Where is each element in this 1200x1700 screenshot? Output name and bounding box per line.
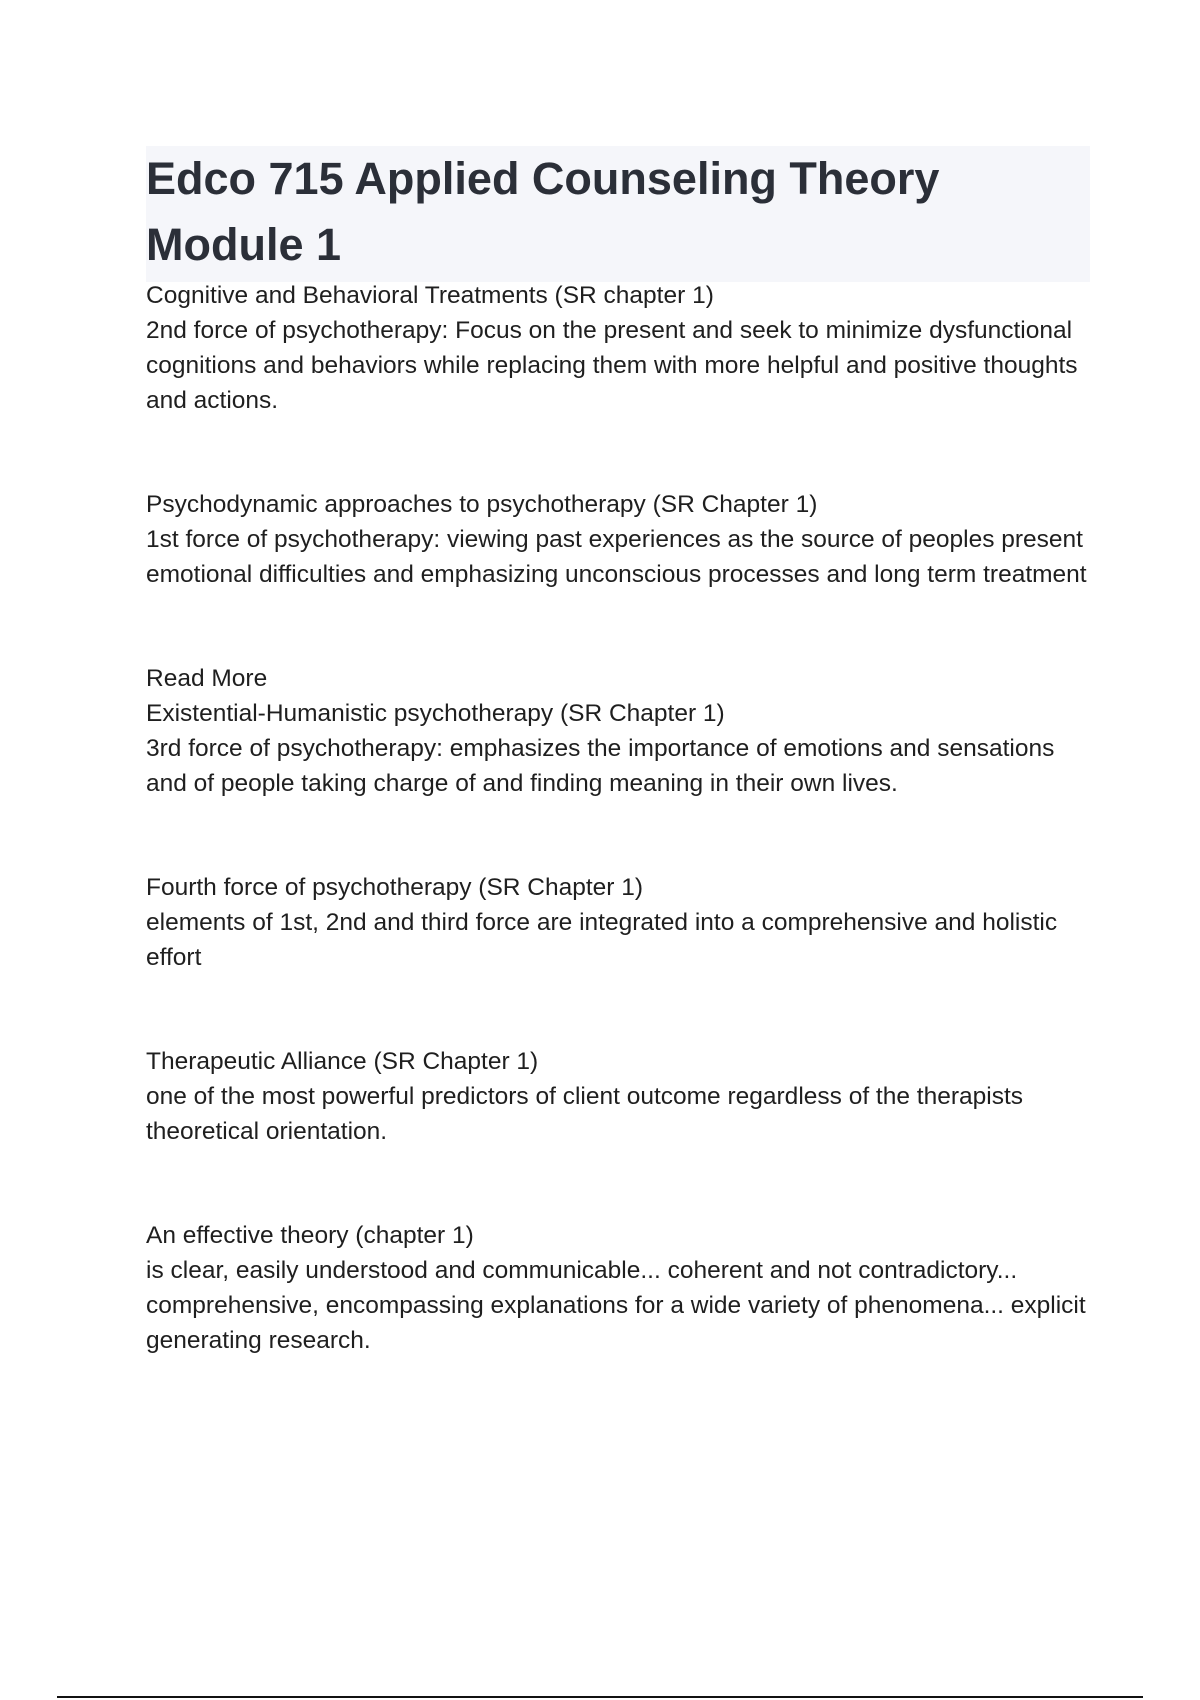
entry-existential-humanistic [146,661,1090,801]
entry-therapeutic-alliance [146,1044,1090,1149]
entry-definition: 1st force of psychotherapy: viewing past experiences as the source of peoples present emotional difficulties and emphasizing unconscious processes and long term treatment [146,526,1087,588]
page-title: Edco 715 Applied Counseling Theory Module 1 [146,153,940,270]
entry-definition: 3rd force of psychotherapy: emphasizes the importance of emotions and sensations and of people taking charge of and finding meaning in their own lives. [146,735,1055,797]
entry-term: Existential-Humanistic psychotherapy (SR Chapter 1) [146,700,725,727]
spacer [146,801,1090,870]
entry-term: Cognitive and Behavioral Treatments (SR chapter 1) [146,282,714,309]
entry-fourth-force [146,870,1090,975]
entry-term: Psychodynamic approaches to psychotherapy (SR Chapter 1) [146,491,818,518]
entry-term: An effective theory (chapter 1) [146,1222,474,1249]
entry-cognitive-behavioral [146,278,1090,418]
entry-definition: 2nd force of psychotherapy: Focus on the present and seek to minimize dysfunctional cognitions and behaviors while replacing them with more helpful and positive thoughts and actions. [146,317,1078,414]
read-more-link[interactable]: Read More [146,665,268,692]
spacer [146,592,1090,661]
title-banner [146,146,1090,282]
entry-psychodynamic [146,487,1090,592]
entry-effective-theory [146,1218,1090,1358]
entry-term: Fourth force of psychotherapy (SR Chapter 1) [146,874,644,901]
entry-definition: one of the most powerful predictors of client outcome regardless of the therapists theoretical orientation. [146,1083,1024,1145]
entry-definition: elements of 1st, 2nd and third force are integrated into a comprehensive and holistic effort [146,909,1058,971]
spacer [146,1149,1090,1218]
spacer [146,418,1090,487]
flashcard-list [146,278,1090,1358]
entry-definition: is clear, easily understood and communicable... coherent and not contradictory... comprehensive, encompassing explanations for a wide variety of phenomena... explicit generating research. [146,1257,1086,1354]
page-bottom-rule [57,1696,1143,1698]
spacer [146,975,1090,1044]
entry-term: Therapeutic Alliance (SR Chapter 1) [146,1048,539,1075]
